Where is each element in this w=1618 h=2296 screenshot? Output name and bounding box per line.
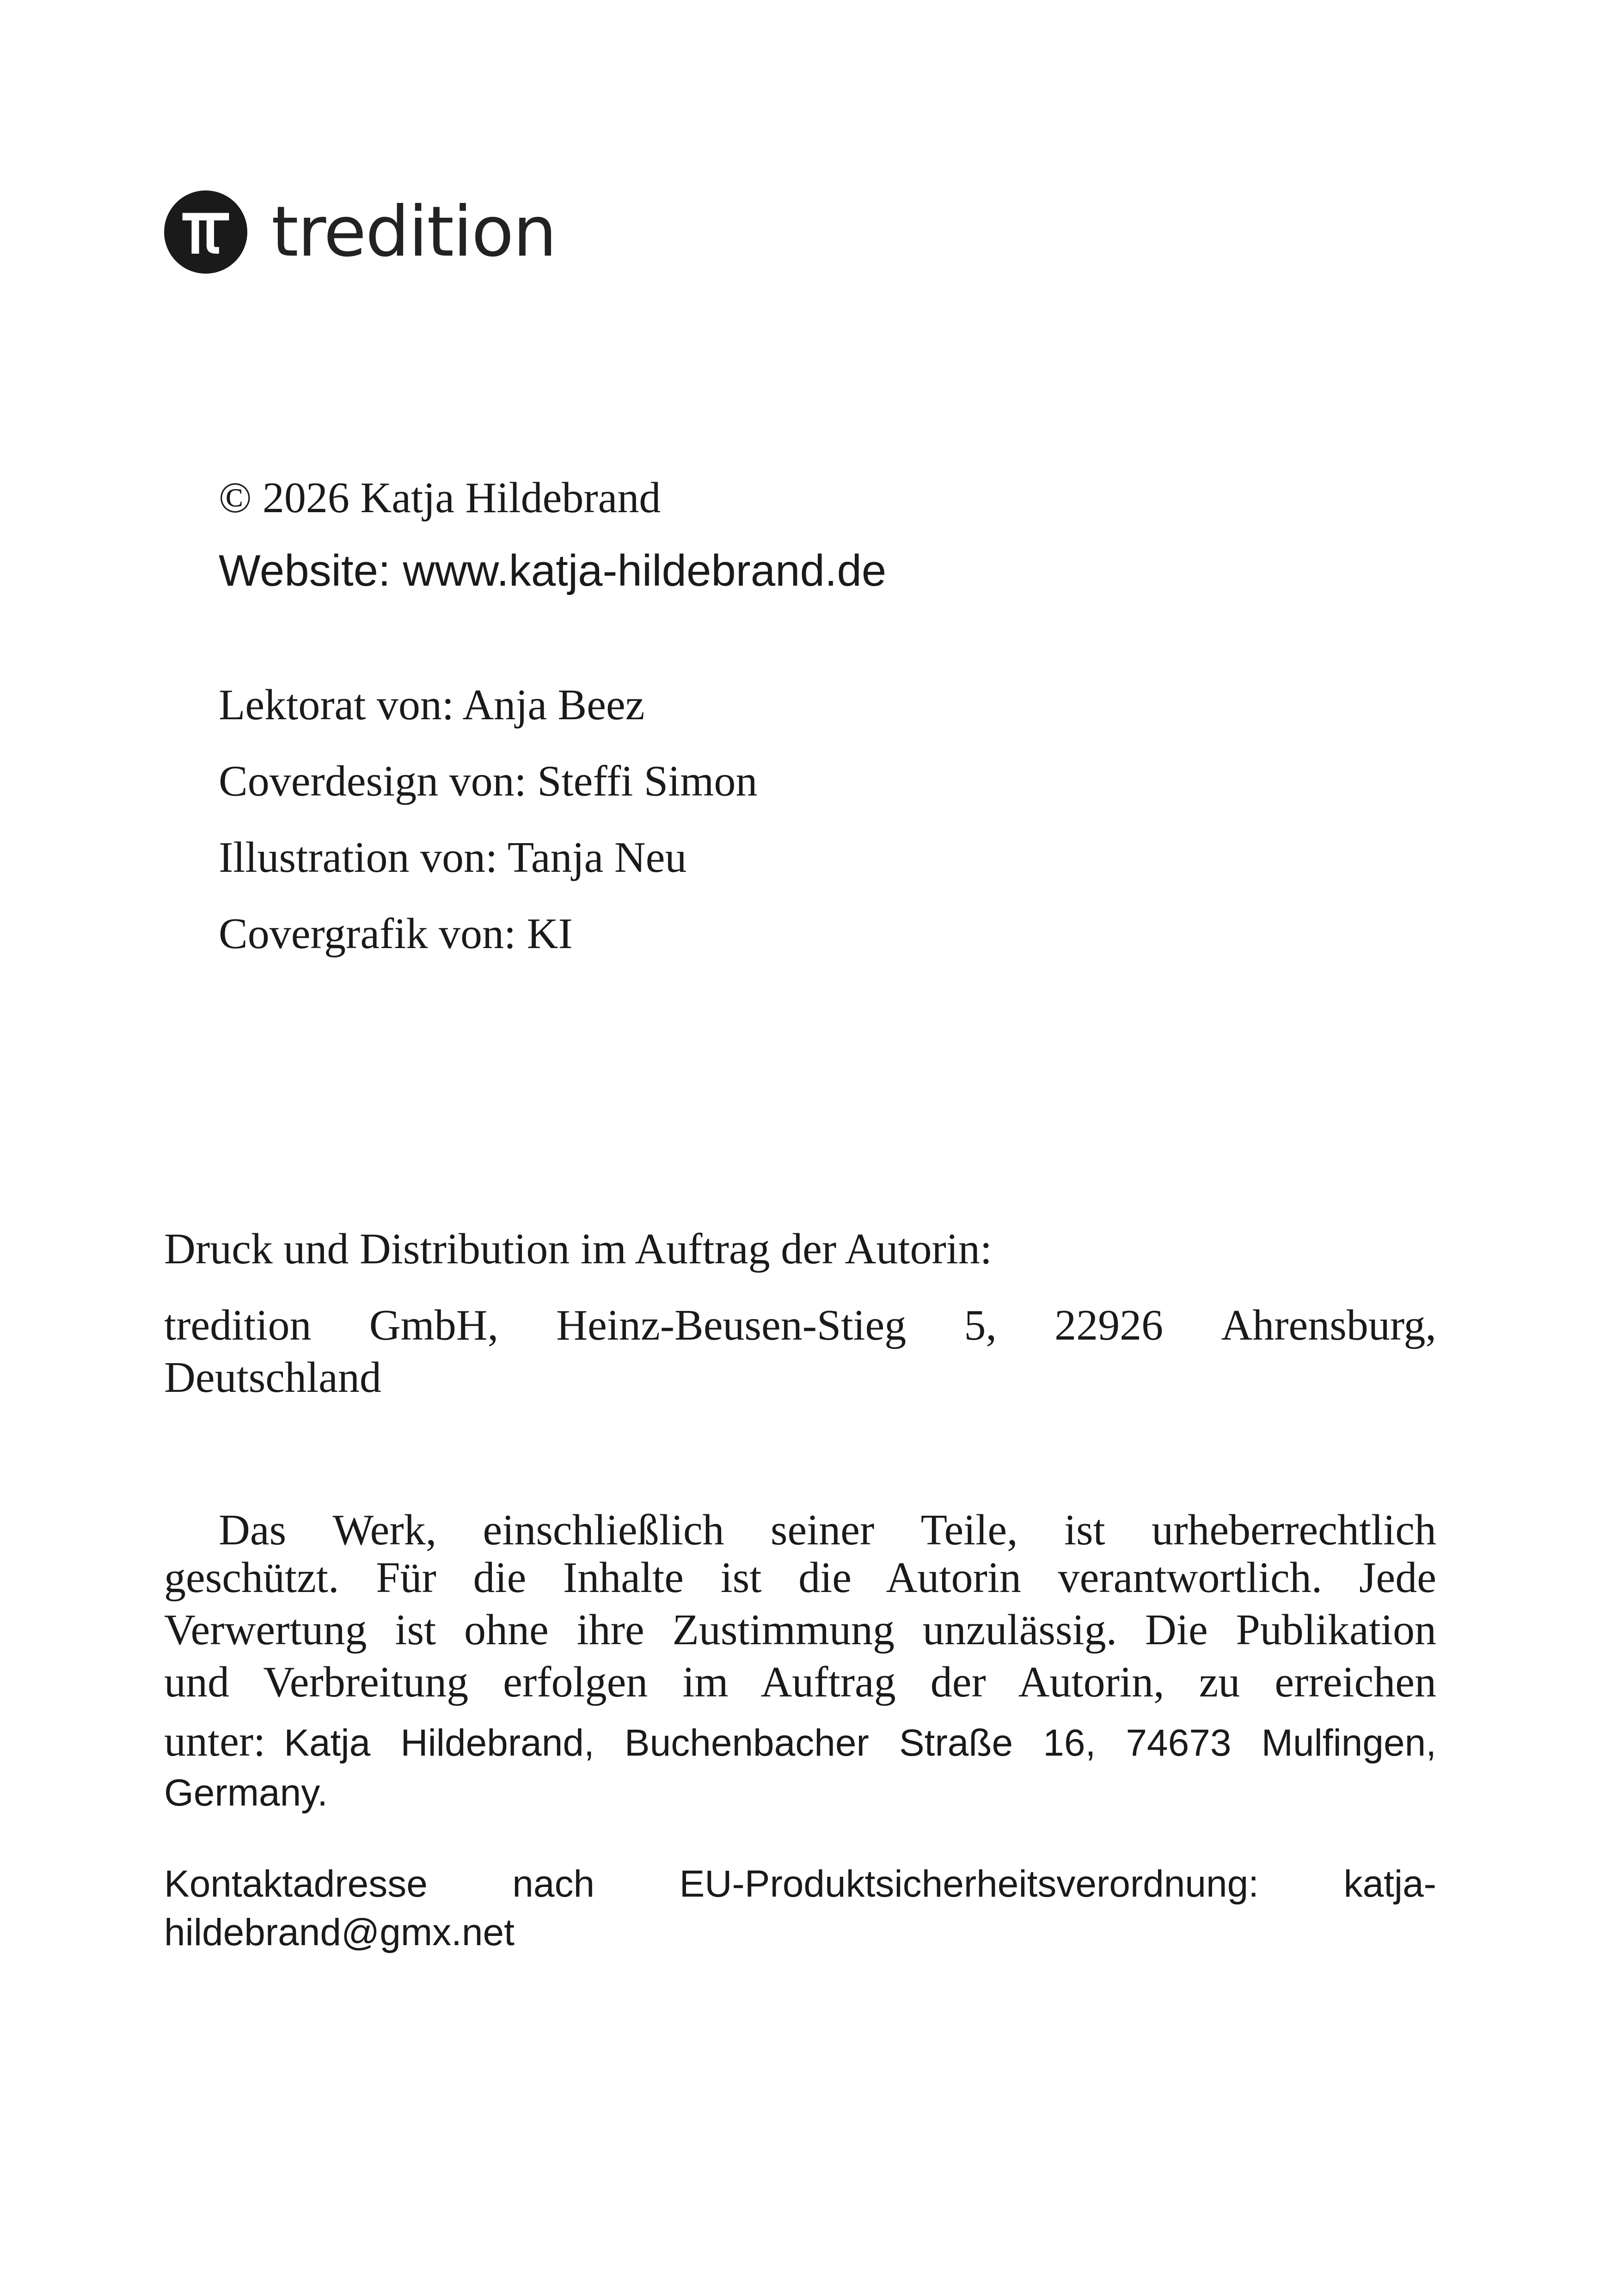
address-word: Heinz-Beusen-Stieg [556, 1301, 907, 1349]
legal-line-4: und Verbreitung erfolgen im Auftrag der Autorin, zu erreichen [164, 1658, 1436, 1706]
contact-word: EU-Produktsicherheitsverordnung: [679, 1863, 1259, 1905]
legal-line-1 [219, 1508, 1436, 1552]
legal-paragraph [164, 1552, 1436, 1708]
legal-word: seiner [770, 1506, 875, 1554]
contact-word: Kontaktadresse [164, 1863, 428, 1905]
cover-graphic-credit: Covergrafik von: KI [219, 910, 573, 958]
legal-word: einschließlich [483, 1506, 724, 1554]
brand-name: tredition [271, 192, 556, 272]
author-address: Katja Hildebrand, Buchenbacher Straße 16, 74673 Mulfingen, [284, 1722, 1436, 1764]
legal-prefix: unter: [164, 1717, 266, 1765]
contact-word: nach [512, 1863, 595, 1905]
legal-word: ist [1064, 1506, 1105, 1554]
copyright-line: © 2026 Katja Hildebrand [219, 474, 661, 522]
distribution-country: Deutschland [164, 1353, 381, 1402]
legal-line-3: Verwertung ist ohne ihre Zustimmung unzulässig. Die Publikation [164, 1606, 1436, 1654]
illustration-credit: Illustration von: Tanja Neu [219, 833, 687, 882]
legal-word: Werk, [332, 1506, 437, 1554]
contact-line-1 [164, 1865, 1436, 1903]
legal-word: Das [219, 1506, 287, 1554]
editing-credit: Lektorat von: Anja Beez [219, 681, 645, 729]
contact-email: hildebrand@gmx.net [164, 1911, 515, 1953]
legal-line-5 [164, 1717, 1436, 1765]
legal-line-6: Germany. [164, 1772, 328, 1814]
cover-design-credit: Coverdesign von: Steffi Simon [219, 757, 758, 805]
address-word: tredition [164, 1301, 312, 1349]
address-word: GmbH, [369, 1301, 499, 1349]
distribution-address [164, 1301, 1436, 1349]
tredition-logo-icon [164, 190, 247, 274]
publisher-logo [164, 190, 556, 274]
address-word: Ahrensburg, [1221, 1301, 1436, 1349]
address-word: 22926 [1054, 1301, 1164, 1349]
website-line: Website: www.katja-hildebrand.de [219, 546, 887, 595]
legal-word: Teile, [920, 1506, 1018, 1554]
address-word: 5, [964, 1301, 997, 1349]
legal-line-2: geschützt. Für die Inhalte ist die Autorin verantwortlich. Jede [164, 1554, 1436, 1602]
distribution-heading: Druck und Distribution im Auftrag der Autorin: [164, 1225, 993, 1273]
legal-word: urheberrechtlich [1152, 1506, 1436, 1554]
contact-word: katja- [1343, 1863, 1436, 1905]
